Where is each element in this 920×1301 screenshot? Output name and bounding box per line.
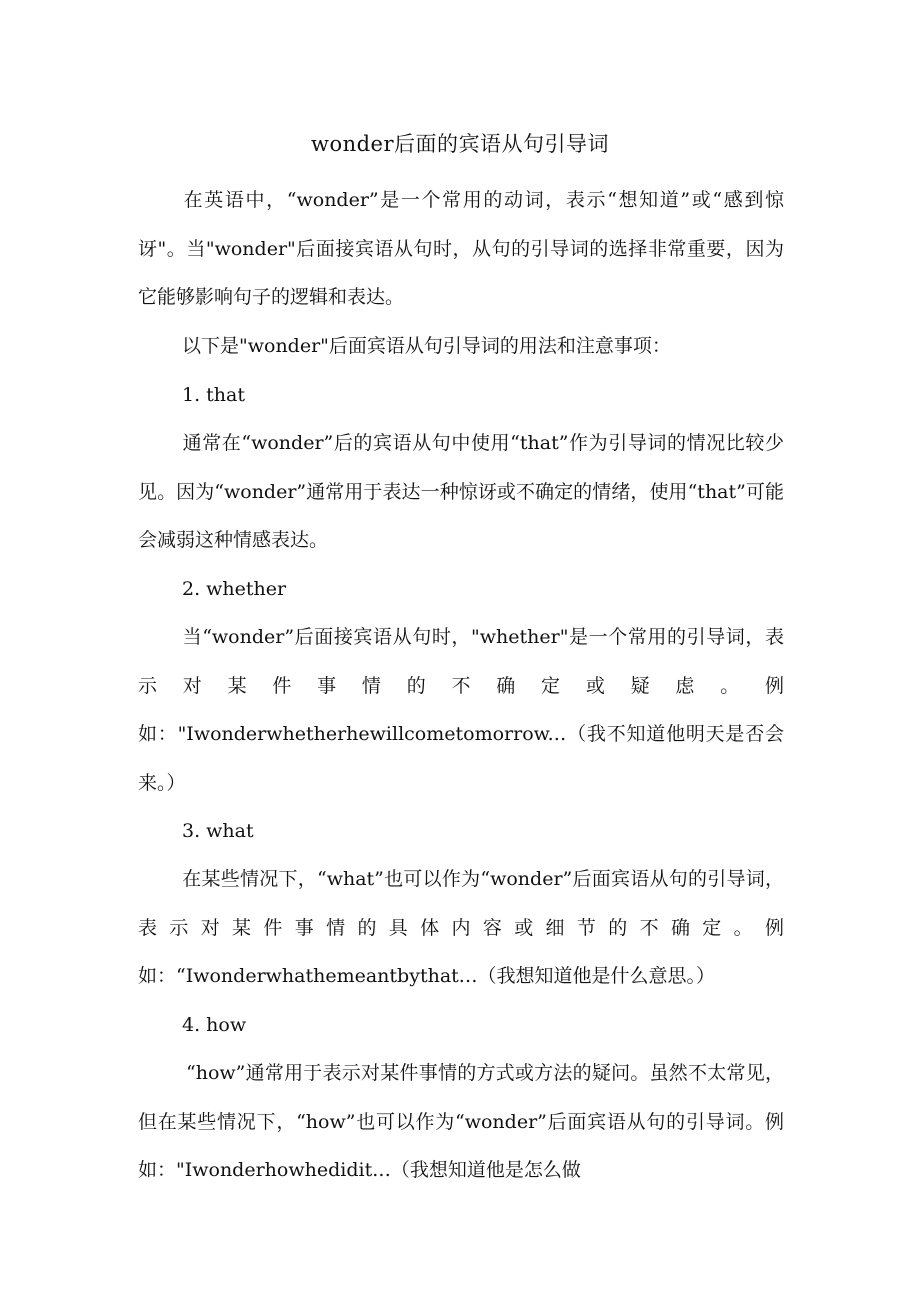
paragraph-how-text: “how”通常用于表示对某件事情的方式或方法的疑问。虽然不太常见，但在某些情况下，“how”也可以作为“wonder”后面宾语从句的引导词。例如："Iwonderhowhedidit.‥（我想知道他是怎么做 [138,1062,784,1181]
paragraph-whether [138,613,784,807]
paragraph-whether-text: 当“wonder”后面接宾语从句时，"whether"是一个常用的引导词，表示对某件事情的不确定或疑虑。例如："Iwonderwhetherhewillcometomorrow.‥（我不知道他明天是否会来。） [138,626,784,794]
paragraph-overview [138,322,784,371]
paragraph-intro [138,176,784,322]
heading-how: 4. how [182,1014,247,1036]
document-title: wonder后面的宾语从句引导词 [310,132,610,156]
paragraph-intro-text: 在英语中，“wonder”是一个常用的动词，表示“想知道”或“感到惊讶"。当"wonder"后面接宾语从句时，从句的引导词的选择非常重要，因为它能够影响句子的逻辑和表达。 [138,189,784,308]
paragraph-overview-text: 以下是"wonder"后面宾语从句引导词的用法和注意事项： [182,335,671,357]
paragraph-what [138,855,784,1001]
paragraph-that-text: 通常在“wonder”后的宾语从句中使用“that”作为引导词的情况比较少见。因为“wonder”通常用于表达一种惊讶或不确定的情绪，使用“that”可能会减弱这种情感表达。 [138,432,784,551]
paragraph-what-text: 在某些情况下，“what”也可以作为“wonder”后面宾语从句的引导词，表示对某件事情的具体内容或细节的不确定。例如：“Iwonderwhathemeantbythat.‥（我想知道他是什么意思。） [138,868,784,987]
heading-whether: 2. whether [182,578,287,600]
paragraph-how [138,1049,784,1195]
heading-what: 3. what [182,820,254,842]
paragraph-that [138,419,784,565]
heading-that: 1. that [182,384,246,406]
